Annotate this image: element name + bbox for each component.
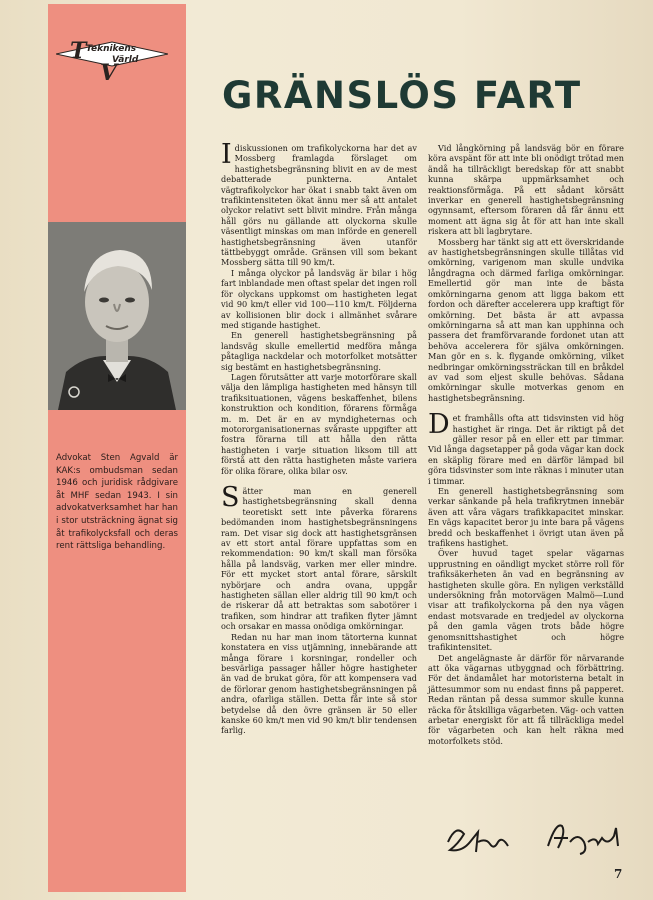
column2-paragraph [428,409,624,486]
author-portrait-photo [48,222,186,410]
article-column-1 [221,139,417,736]
paragraph-text: diskussionen om trafikolyckorna har det av Mossberg framlagda förslaget om hastighetsbegränsning blivit en av de mest debatterade punkterna. Antalet vägtrafikolyckor har ökat i snabb takt även om trafikintensiteten ökat ännu mer så att antalet olyckor relativt sett blivit mindre. Från många håll görs nu gällande att olyckorna skulle väsentligt minskas om man införde en generell hastighetsbegränsning även utanför tättbebyggt område. Gränsen vill som bekant Mossberg sätta till 90 km/t. [221,143,417,268]
portrait-illustration [48,222,186,410]
column1-paragraph [221,268,417,330]
column1-paragraph [221,482,417,632]
article-column-2 [428,143,624,746]
column1-paragraph [221,632,417,736]
column2-paragraph [428,548,624,652]
paragraph-text: Mossberg har tänkt sig att ett överskridande av hastighetsbegränsningen skulle tillåtas vid omkörning, varigenom man skulle undvika långdragna och därmed farliga omkörningar. Emellertid gör man inte de bästa omkörningarna genom att ligga bakom ett fordon och därefter accelerera upp kraftigt för omkörning. Det bästa är att avpassa omkörningarna så att man kan upphinna och passera det framförvarande fordonet utan att behöva accelerera för själva omkörningen. Man gör en s. k. flygande omkörning, vilket nedbringar omkörningssträckan till en bråkdel av vad som eljest skulle behövas. Sådana omkörningar skulle motverkas genom en hastighetsbegränsning. [428,236,624,403]
column2-paragraph [428,143,624,237]
paragraph-gap [428,403,624,413]
logo-letter-t: T [70,38,87,64]
paragraph-text: Lagen förutsätter att varje motorförare skall välja den lämpliga hastigheten med hänsyn till trafiksituationen, vägens beskaffenhet, bilens konstruktion och kondition, förarens förmåga m. m. Det är en av myndigheternas och motororganisationernas svåraste uppgifter att fostra förarna till att hålla den rätta hastigheten i varje situation liksom till att förstå att den rätta hastigheten måste variera för olika förare, olika bilar osv. [221,371,417,476]
article-headline: GRÄNSLÖS FART [222,74,582,117]
teknikens-varld-logo [56,28,168,88]
paragraph-text: Vid långkörning på landsväg bör en förare köra avspänt för att inte bli onödigt trötad men ändå ha tillräckligt beredskap för att snabbt kunna skärpa uppmärksamhet och reaktionsförmåga. På ett sådant körsätt inverkar en generell hastighetsbegränsning ogynnsamt, eftersom föraren då får ännu ett moment att ägna sig åt för att han inte skall riskera att bli lagbrytare. [428,143,624,237]
paragraph-text: Det angelägnaste är därför för närvarande att öka vägarnas utbyggnad och förbättring. För det ändamålet har motoristerna betalt in jättesummor som nu endast finns på papperet. Redan räntan på dessa summor skulle kunna räcka för åtskilliga vägarbeten. Väg- och vatten arbetar energiskt för att få tillräckliga medel för vägarbeten och kan helt räkna med motorfolkets stöd. [428,652,624,746]
paragraph-text: Redan nu har man inom tätorterna kunnat konstatera en viss utjämning, innebärande att många förare i korsningar, rondeller och besvärliga passager håller högre hastigheter än vad de brukat göra, för att kompensera vad de förlorar genom hastighetsbegränsningen på andra, ofarliga ställen. Detta får inte så stor betydelse då den övre gränsen är 50 eller kanske 60 km/t men vid 90 km/t blir tendensen farlig. [221,631,417,736]
paragraph-text: Över huvud taget spelar vägarnas upprustning en oändligt mycket större roll för trafiksäkerheten än vad en begränsning av hastigheten skulle göra. En nyligen verkställd undersökning från motorvägen Malmö—Lund visar att trafikolyckorna på den nya vägen endast motsvarade en tredjedel av olyckorna på den gamla vägen trots både högre genomsnittshastighet och högre trafikintensitet. [428,548,624,653]
column2-paragraph [428,653,624,747]
column1-paragraph [221,372,417,476]
column1-paragraph [221,139,417,268]
paragraph-text: En generell hastighetsbegränsning på landsväg skulle emellertid medföra många påtagliga nackdelar och motorfolket motsätter sig bestämt en hastighetsbegränsning. [221,330,417,372]
paragraph-gap [221,476,417,486]
drop-cap: S [221,482,240,513]
column2-paragraph [428,237,624,404]
logo-word-varld: Värld [112,55,139,65]
handwritten-signature [438,812,638,862]
paragraph-text: I många olyckor på landsväg är bilar i hög fart inblandade men oftast spelar det ingen roll för olyckans uppkomst om hastigheten legat vid 90 km/t eller vid 100—110 km/t. Följderna av kollisionen blir dock i allmänhet svårare med stigande hastighet. [221,267,417,330]
page-number: 7 [614,867,623,881]
column1-paragraph [221,330,417,372]
logo-word-teknikens: Teknikens [86,44,137,54]
drop-cap: D [428,409,450,441]
paragraph-text: et framhålls ofta att tidsvinsten vid hög hastighet är ringa. Det är riktigt på det gäller resor på en eller ett par timmar. Vid långa dagsetapper på goda vägar kan dock en skäplig förare med en därför lämpad bil göra tidsvinster som inte räknas i minuter utan i timmar. [428,413,624,486]
red-side-band [48,4,186,892]
logo-letter-v: V [100,60,118,86]
drop-cap: I [221,139,232,170]
paragraph-text: ätter man en generell hastighetsbegränsning skall denna teoretiskt sett inte påverka förarens bedömanden inom hastighetsbegränsningens ram. Det visar sig dock att hastighetsgränsen av ett stort antal förare uppfattas som en rekommendation: 90 km/t skall man försöka hålla på landsväg, varken mer eller mindre. För ett mycket stort antal förare, särskilt nybörjare och andra ovana, uppgår hastigheten sällan eller aldrig till 90 km/t och de riskerar då att betraktas som sabotörer i trafiken, som hindrar att trafiken flyter jämnt och orsakar en massa onödiga omkörningar. [221,486,417,632]
column2-paragraph [428,486,624,548]
author-caption: Advokat Sten Agvald är KAK:s ombudsman sedan 1946 och juridisk rådgivare åt MHF sedan 1943. I sin advokatverksamhet har han i stor utsträckning ägnat sig åt trafikolycksfall och deras rent rättsliga behandling. [56,453,178,552]
paragraph-text: En generell hastighetsbegränsning som verkar sänkande på hela trafikrytmen innebär även att våra vägars trafikkapacitet minskar. En vägs kapacitet beror ju inte bara på vägens bredd och beskaffenhet i övrigt utan även på trafikens hastighet. [428,486,624,549]
